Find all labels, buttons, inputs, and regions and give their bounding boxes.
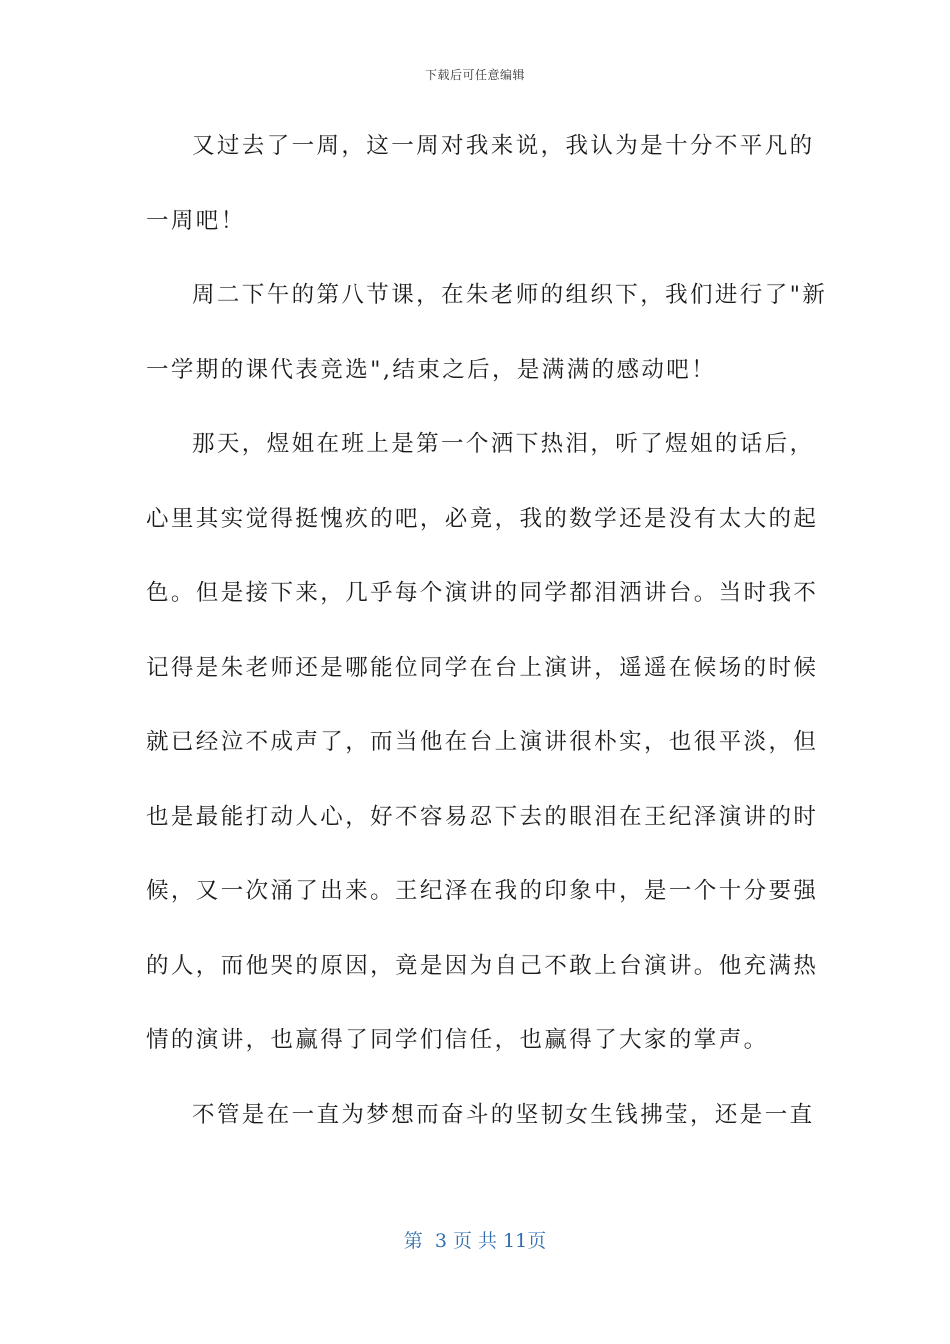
paragraph-3-line-1: 那天，煜姐在班上是第一个洒下热泪，听了煜姐的话后， <box>192 431 815 457</box>
page-number-footer: 第 3 页 共 11页 <box>403 1230 547 1252</box>
paragraph-3-line-5: 就已经泣不成声了，而当他在台上演讲很朴实，也很平淡，但 <box>146 729 819 755</box>
paragraph-3-line-8: 的人，而他哭的原因，竟是因为自己不敢上台演讲。他充满热 <box>146 952 819 979</box>
paragraph-3-line-9: 情的演讲，也赢得了同学们信任，也赢得了大家的掌声。 <box>146 1027 769 1053</box>
paragraph-3-line-7: 候，又一次涌了出来。王纪泽在我的印象中，是一个十分要强 <box>146 878 819 904</box>
paragraph-1-line-2: 一周吧！ <box>146 207 246 234</box>
paragraph-4-line-1: 不管是在一直为梦想而奋斗的坚韧女生钱拂莹，还是一直 <box>192 1101 815 1128</box>
page-header-note: 下载后可任意编辑 <box>424 68 525 82</box>
document-body <box>146 120 828 1163</box>
paragraph-2-line-2: 一学期的课代表竞选",结束之后，是满满的感动吧！ <box>146 356 717 383</box>
paragraph-1-line-1: 又过去了一周，这一周对我来说，我认为是十分不平凡的 <box>192 133 815 159</box>
paragraph-2-line-1: 周二下午的第八节课，在朱老师的组织下，我们进行了"新 <box>192 282 828 308</box>
paragraph-3-line-4: 记得是朱老师还是哪能位同学在台上演讲，遥遥在候场的时候 <box>146 654 819 681</box>
paragraph-3-line-2: 心里其实觉得挺愧疚的吧，必竟，我的数学还是没有太大的起 <box>146 505 819 532</box>
paragraph-3-line-3: 色。但是接下来，几乎每个演讲的同学都泪洒讲台。当时我不 <box>146 580 819 606</box>
paragraph-3-line-6: 也是最能打动人心，好不容易忍下去的眼泪在王纪泽演讲的时 <box>146 803 819 830</box>
